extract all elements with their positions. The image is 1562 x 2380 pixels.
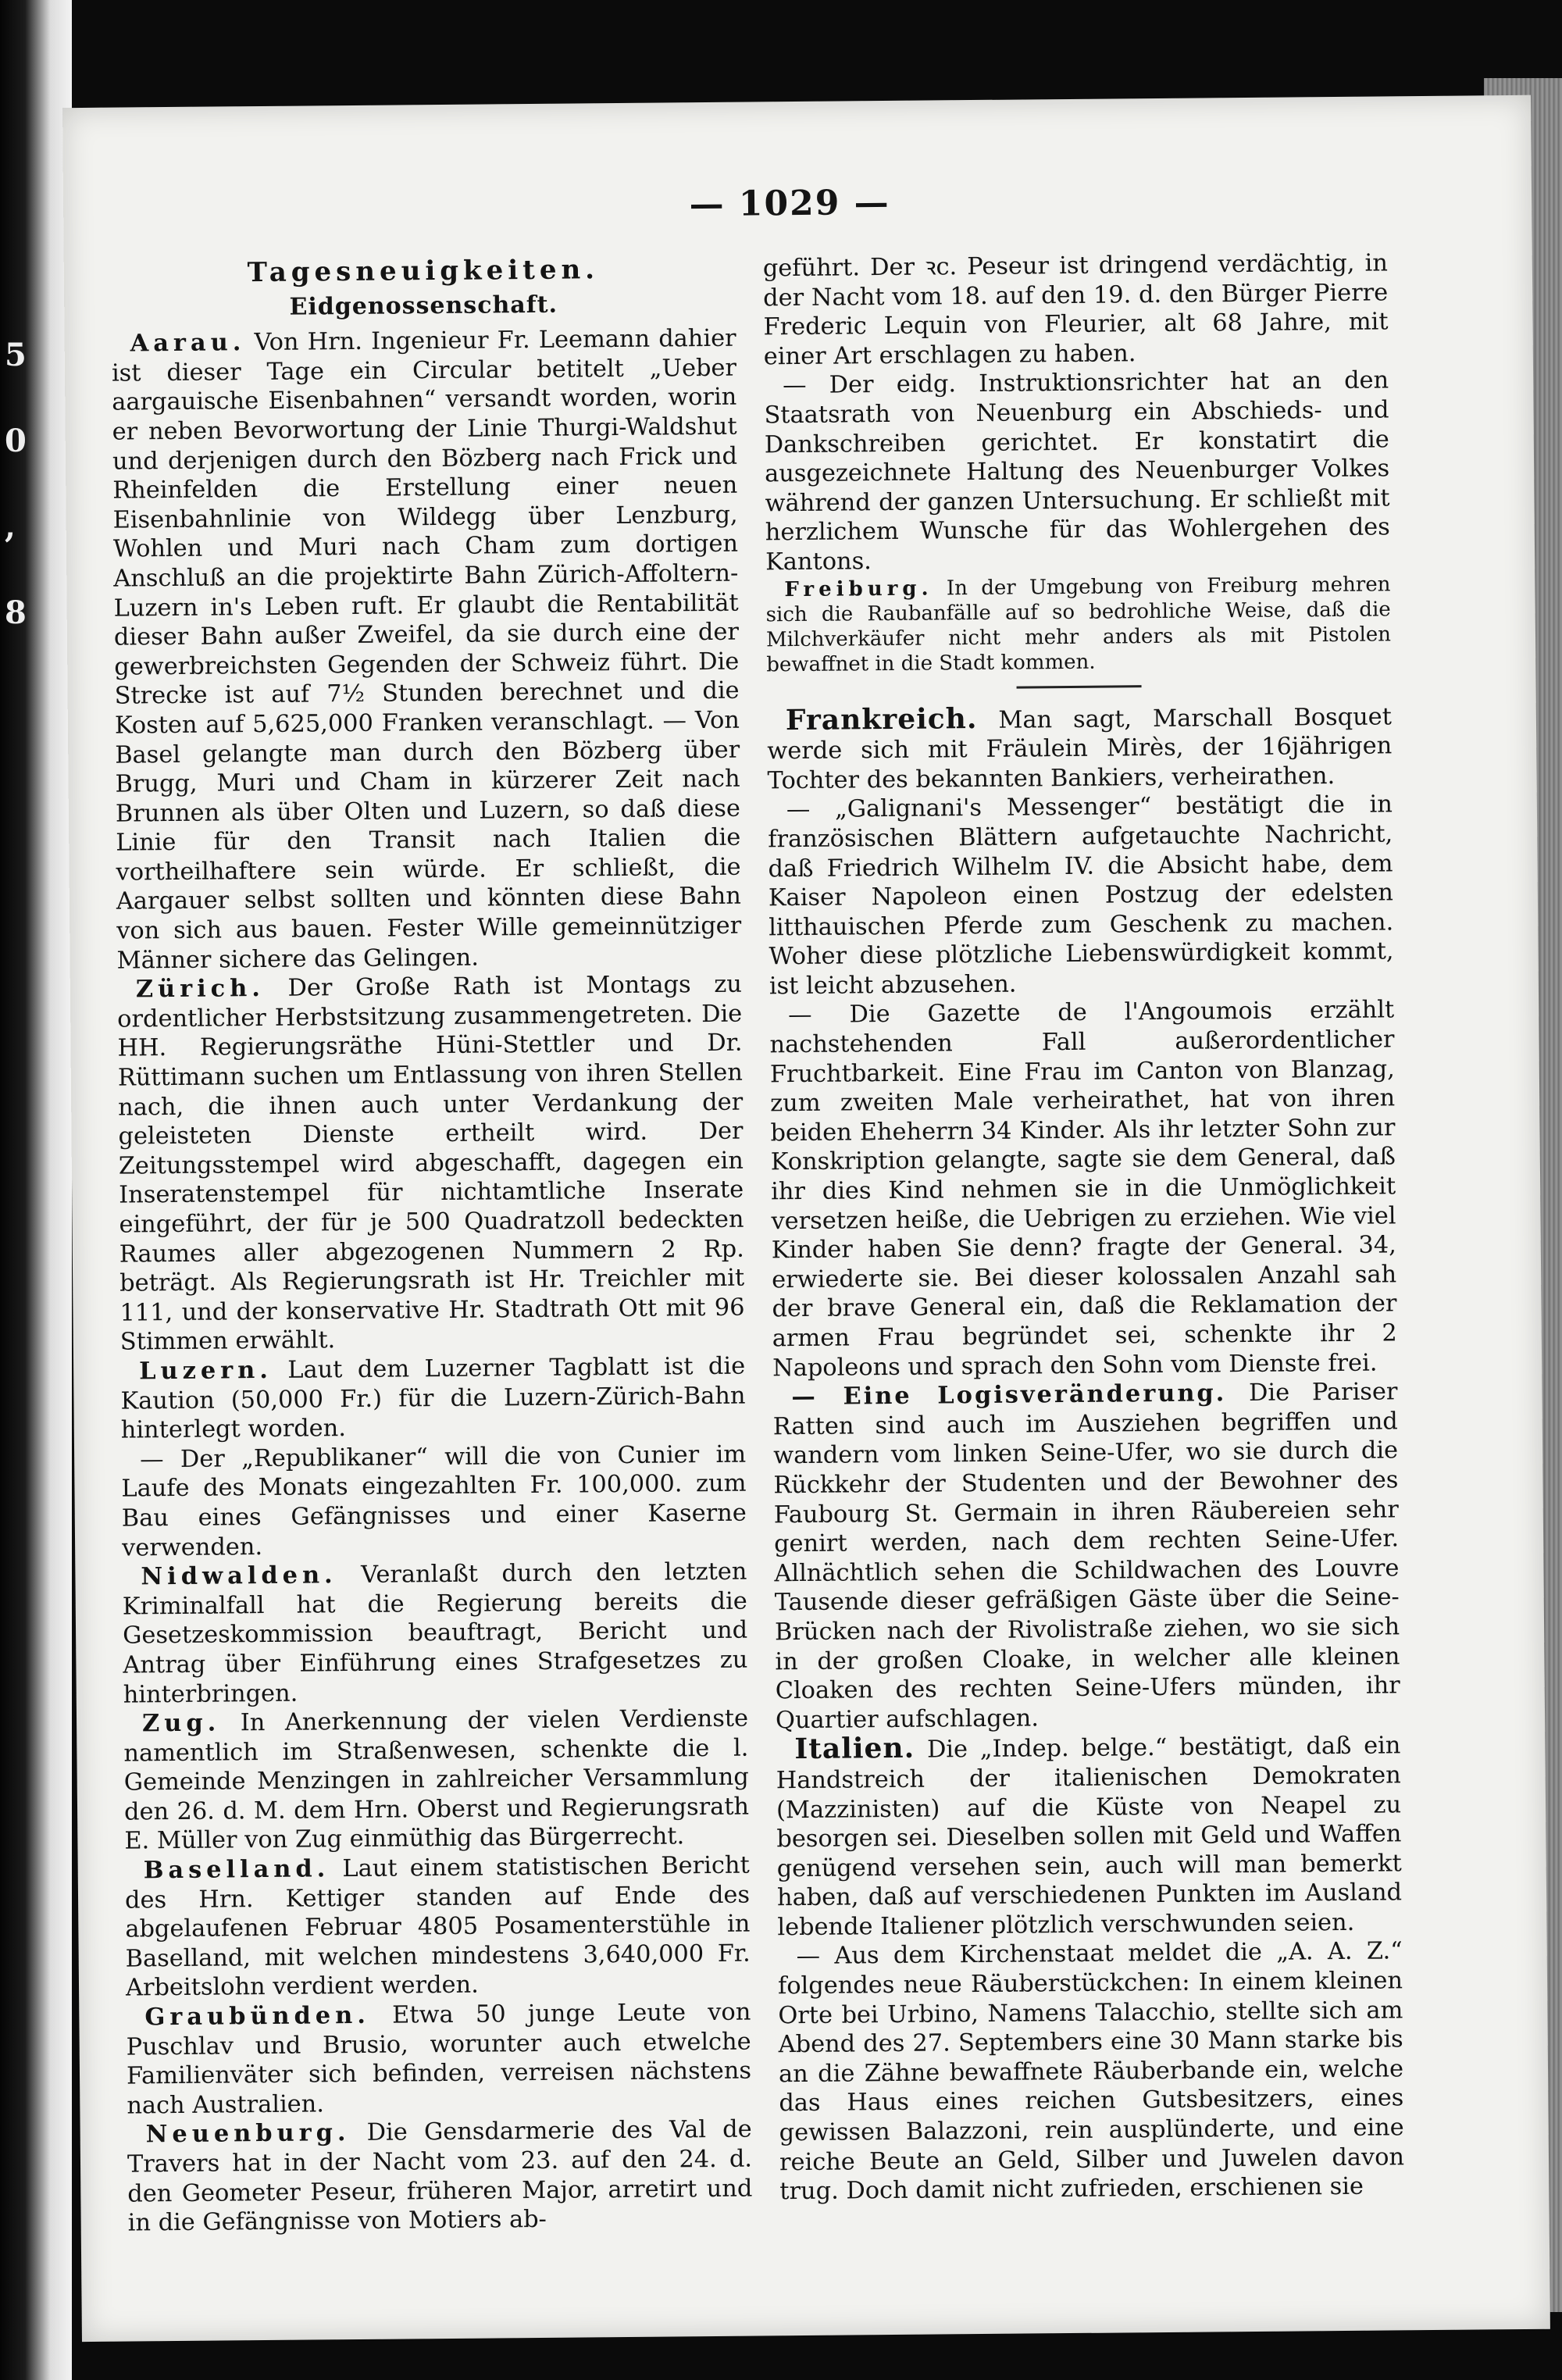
article-text: Veranlaßt durch den letzten Kriminalfall hat die Regierung bereits die Gesetzeskommission beauftragt, Bericht und Antrag über Einführung eines Strafgesetzes zu hinterbringen. [122,1558,748,1709]
article-text: — Aus dem Kirchenstaat meldet die „A. A. Z.“ folgendes neue Räuberstückchen: In einem kleinen Orte bei Urbino, Namens Talacchio, stellte sich am Abend des 27. Septembers eine 30 Mann starke bis an die Zähne bewaffnete Räuberbande ein, welche das Haus eines reichen Gutsbesitzers, eines gewissen Balazzoni, rein ausplünderte, und eine reiche Beute an Geld, Silber und Juwelen davon trug. Doch damit nicht zufrieden, erschienen sie [777,1937,1405,2206]
article-neuenburg [127,2115,753,2238]
article-text: Die Pariser Ratten sind auch im Ausziehen begriffen und wandern vom linken Seine-Ufer, wo sie durch die Rückkehr der Studenten und der Bewohner des Faubourg St. Germain in ihren Räubereien sehr genirt werden, nach dem rechten Seine-Ufer. Allnächtlich sehen die Schildwachen des Louvre Tausende dieser gefräßigen Gäste über die Seine-Brücken nach der Rivolistraße ziehen, wo sie sich in der großen Cloake, in welcher alle kleinen Cloaken des rechten Seine-Ufers münden, ihr Quartier aufschlagen. [772,1378,1400,1735]
article-freiburg [765,572,1391,677]
section-divider [1017,685,1142,688]
article-zug [123,1704,750,1857]
country-heading: Italien. [794,1732,915,1766]
article-republikaner [121,1440,747,1562]
article-kirchenstaat [778,1937,1405,2207]
article-spaced-heading: — Eine Logisveränderung. [791,1379,1227,1411]
article-text: — Die Gazette de l'Angoumois erzählt nachstehenden Fall außerordentlicher Fruchtbarkeit. Eine Frau im Canton von Blanzag, zum zweiten Male verheirathet, hat von ihren beiden Eheherrn 34 Kinder. Als ihr letzter Sohn zur Konskription gelangte, sagte sie dem General, daß ihr dies Kind nehmen sie in die Unmöglichkeit versetzen heiße, die Uebrigen zu erziehen. Wie viel Kinder haben Sie denn? fragte der General. 34, erwiederte sie. Bei dieser kolossalen Anzahl sah der brave General ein, daß die Reklamation der armen Frau begründet sei, schenkte ihr 2 Napoleons und sprach den Sohn vom Dienste frei. [769,996,1397,1382]
place-name: Graubünden. [144,2000,370,2032]
article-gazette [769,996,1397,1383]
right-column [763,248,1405,2207]
newspaper-page [62,95,1550,2342]
article-text: Von Hrn. Ingenieur Fr. Leemann dahier ist dieser Tage ein Circular betitelt „Ueber aargauische Eisenbahnen“ versandt worden, worin er neben Bevorwortung der Linie Thurgi-Waldshut und derjenigen durch den Bözberg nach Frick und Rheinfelden die Erstellung einer neuen Eisenbahnlinie von Wildegg über Lenzburg, Wohlen und Muri nach Cham zum dortigen Anschluß an die projektirte Bahn Zürich-Affoltern-Luzern in's Leben ruft. Er glaubt die Rentabilität dieser Bahn außer Zweifel, da sie durch eine der gewerbreichsten Gegenden der Schweiz führt. Die Strecke ist auf 7½ Stunden berechnet und die Kosten auf 5,625,000 Franken veranschlagt. — Von Basel gelangte man durch den Bözberg über Brugg, Muri und Cham in kürzerer Zeit nach Brunnen als über Olten und Luzern, so daß diese Linie für den Transit nach Italien die vortheilhaftere sein würde. Er schließt, die Aargauer selbst sollten und könnten diese Bahn von sich aus bauen. Fester Wille gemeinnütziger Männer sichere das Gelingen. [111,324,742,975]
place-name: Nidwalden. [141,1561,337,1591]
article-frankreich [767,701,1393,796]
article-continued [763,248,1389,371]
article-logisveraenderung [772,1378,1400,1736]
article-text: — Der „Republikaner“ will die von Cunier im Laufe des Monats eingezahlten Fr. 100,000. zum Bau eines Gefängnisses und einer Kaserne verwenden. [121,1440,747,1562]
place-name: Luzern. [138,1355,273,1386]
article-text: Die Gensdarmerie des Val de Travers hat in der Nacht vom 23. auf den 24. d. den Geometer Peseur, früheren Major, arretirt und in die Gefängnisse von Motiers ab- [127,2116,753,2237]
place-name: Aarau. [130,328,246,358]
article-luzern [120,1352,746,1446]
article-text: Etwa 50 junge Leute von Puschlav und Brusio, worunter auch etwelche Familienväter sich befinden, verreisen nächstens nach Australien. [126,1998,752,2120]
place-name: Zürich. [135,974,266,1004]
place-name: Zug. [141,1708,221,1738]
section-title: Tagesneuigkeiten. [247,254,600,289]
page-number: — 1029 — [689,182,890,225]
article-text: In der Umgebung von Freiburg mehren sich die Raubanfälle auf so bedrohliche Weise, daß die Milchverkäufer nicht mehr anders als mit Pistolen bewaffnet in die Stadt kommen. [765,572,1392,676]
article-text: Der Große Rath ist Montags zu ordentlicher Herbstsitzung zusammengetreten. Die HH. Regierungsräthe Hüni-Stettler und Dr. Rüttimann suchen um Entlassung von ihren Stellen nach, die ihnen auch unter Verdankung der geleisteten Dienste ertheilt wird. Der Zeitungsstempel wird abgeschafft, dagegen ein Inseratenstempel für nichtamtliche Inserate eingeführt, der für je 500 Quadratzoll bedeckten Raumes aller abgezogenen Nummern 2 Rp. beträgt. Als Regierungsrath ist Hr. Treichler mit 111, und der konservative Hr. Stadtrath Ott mit 96 Stimmen erwählt. [117,970,745,1356]
place-name: Freiburg. [784,576,933,601]
article-graubuenden [126,1998,751,2121]
article-aarau [112,324,742,976]
article-text: geführt. Der ꝛc. Peseur ist dringend verdächtig, in der Nacht vom 18. auf den 19. d. den Bürger Pierre Frederic Lequin von Fleurier, alt 68 Jahre, mit einer Art erschlagen zu haben. [762,249,1389,371]
article-text: — Der eidg. Instruktionsrichter hat an den Staatsrath von Neuenburg ein Abschieds- und Dankschreiben gerichtet. Er konstatirt die ausgezeichnete Haltung des Neuenburger Volkes während der ganzen Untersuchung. Er schließt mit herzlichem Wunsche für das Wohlergehen des Kantons. [764,366,1390,576]
article-text: Laut einem statistischen Bericht des Hrn. Kettiger standen auf Ende des abgelaufenen Februar 4805 Posamenterstühle in Baselland, mit welchen mindestens 3,640,000 Fr. Arbeitslohn verdient werden. [124,1851,751,2003]
article-italien [776,1730,1402,1943]
article-zuerich [117,970,745,1358]
article-baselland [125,1851,751,2004]
article-text: In Anerkennung der vielen Verdienste namentlich im Straßenwesen, schenkte die l. Gemeinde Menzingen in zahlreicher Versammlung den 26. d. M. dem Hrn. Oberst und Regierungsrath E. Müller von Zug einmüthig das Bürgerrecht. [123,1704,750,1856]
article-instruktionsrichter [764,366,1390,577]
article-text: Die „Indep. belge.“ bestätigt, daß ein Handstreich der italienischen Demokraten (Mazzinisten) auf die Küste von Neapel zu besorgen sei. Dieselben sollen mit Geld und Waffen genügend versehen sein, auch will man bemerkt haben, daß auf verschiedenen Punkten im Ausland lebende Italiener plötzlich verschwunden seien. [776,1732,1403,1942]
subsection-title: Eidgenossenschaft. [289,291,558,321]
article-text: Man sagt, Marschall Bosquet werde sich mit Fräulein Mirès, der 16jährigen Tochter des bekannten Bankiers, verheirathen. [767,702,1393,795]
place-name: Baselland. [143,1854,330,1885]
country-heading: Frankreich. [785,701,978,737]
article-text: Laut dem Luzerner Tagblatt ist die Kaution (50,000 Fr.) für die Luzern-Zürich-Bahn hinterlegt worden. [120,1352,746,1444]
article-text: — „Galignani's Messenger“ bestätigt die in französischen Blättern aufgetauchte Nachricht, daß Friedrich Wilhelm IV. die Absicht habe, dem Kaiser Napoleon einen Postzug der edelsten litthauischen Pferde zum Geschenk zu machen. Woher diese plötzliche Liebenswürdigkeit kommt, ist leicht abzusehen. [768,790,1394,1001]
book-spine-shadow [0,0,72,2380]
article-galignani [768,790,1394,1001]
left-column [111,255,753,2239]
facing-page-edge-text: 5 0 , 8 [5,337,27,631]
place-name: Neuenburg. [145,2118,351,2149]
article-nidwalden [122,1558,748,1710]
